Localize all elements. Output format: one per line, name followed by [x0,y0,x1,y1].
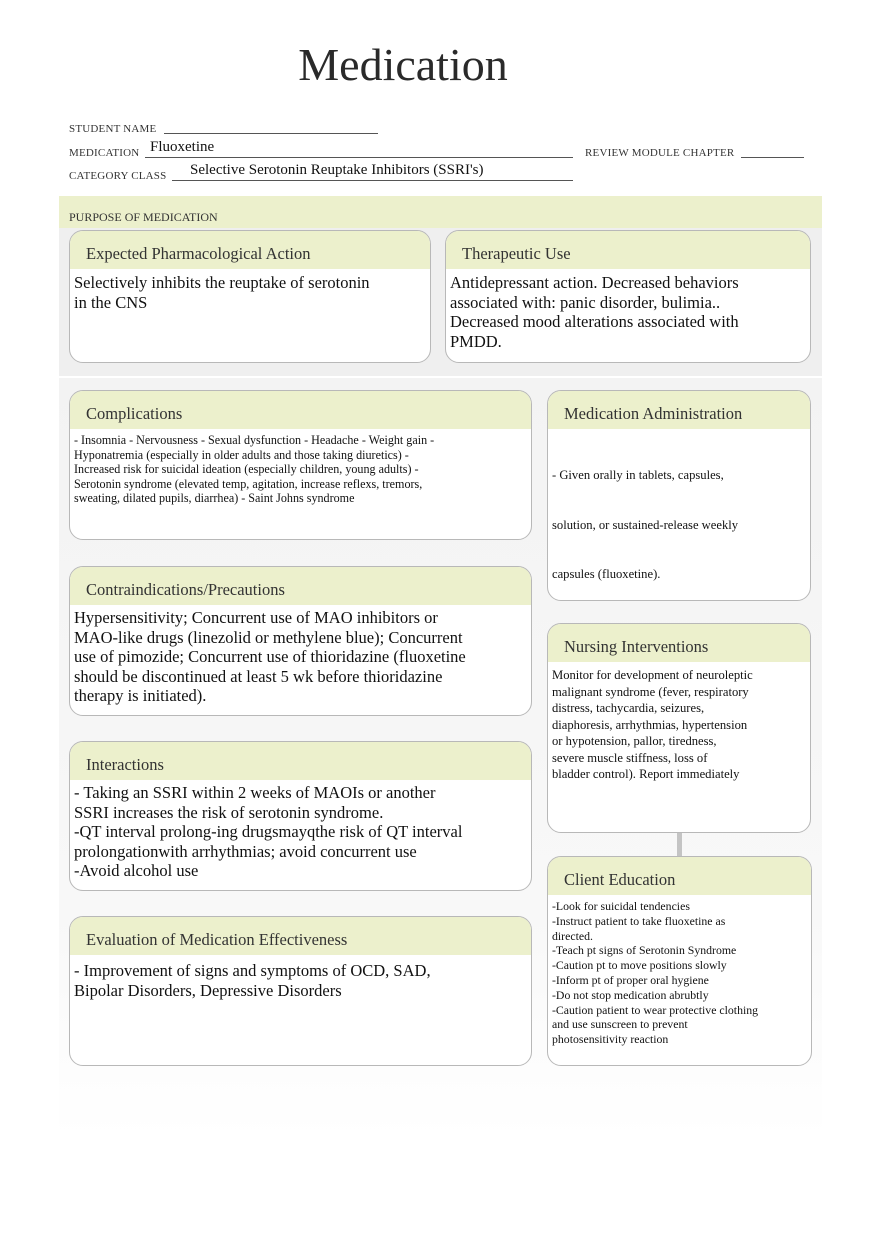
complications-line: Serotonin syndrome (elevated temp, agitation, increase reflexs, tremors, [74,476,423,491]
interactions-title: Interactions [70,742,531,780]
complications-card [69,390,532,540]
medication-administration-title: Medication Administration [548,391,810,429]
complications-title: Complications [70,391,531,429]
student-name-line[interactable] [164,133,378,134]
medication-value[interactable]: Fluoxetine [150,139,215,155]
therapeutic-use-line: associated with: panic disorder, bulimia.. [450,292,721,312]
medication-label: MEDICATION [69,147,140,159]
interactions-line: SSRI increases the risk of serotonin syndrome. [74,802,384,822]
contraindications-line: use of pimozide; Concurrent use of thioridazine (fluoxetine [74,647,466,666]
contraindications-card [69,566,532,716]
expected-action-title: Expected Pharmacological Action [70,231,430,269]
therapeutic-use-body[interactable] [446,269,810,351]
complications-line: Hyponatremia (especially in older adults and those taking diuretics) - [74,447,409,462]
expected-action-line: in the CNS [74,292,148,312]
administration-line: - Given orally in tablets, capsules, [552,468,724,482]
expected-action-card [69,230,431,363]
therapeutic-use-title: Therapeutic Use [446,231,810,269]
interactions-body[interactable] [70,780,531,881]
interactions-line: prolongationwith arrhythmias; avoid concurrent use [74,841,417,861]
contraindications-body[interactable] [70,605,531,706]
category-class-line[interactable] [172,180,573,181]
nursing-interventions-body[interactable] [548,662,810,783]
education-line: directed. [552,928,593,943]
contraindications-title: Contraindications/Precautions [70,567,531,605]
therapeutic-use-line: Decreased mood alterations associated with [450,312,739,331]
interactions-card [69,741,532,891]
education-line: and use sunscreen to prevent [552,1017,688,1032]
complications-body[interactable] [70,429,531,506]
nursing-interventions-title: Nursing Interventions [548,624,810,662]
contraindications-line: therapy is initiated). [74,686,207,705]
education-line: photosensitivity reaction [552,1032,669,1047]
education-line: -Do not stop medication abrubtly [552,987,709,1002]
therapeutic-use-line: Antidepressant action. Decreased behaviors [450,273,739,292]
administration-line: solution, or sustained-release weekly [552,517,739,532]
evaluation-title: Evaluation of Medication Effectiveness [70,917,531,955]
nursing-line: bladder control). Report immediately [552,767,740,781]
education-line: -Instruct patient to take fluoxetine as [552,913,726,928]
nursing-line: distress, tachycardia, seizures, [552,701,705,715]
category-class-label: CATEGORY CLASS [69,170,167,182]
therapeutic-use-card [445,230,811,363]
expected-action-line: Selectively inhibits the reuptake of serotonin [74,273,370,292]
client-education-card [547,856,812,1066]
card-connector [677,833,682,856]
nursing-line: severe muscle stiffness, loss of [552,750,708,765]
complications-line: sweating, dilated pupils, diarrhea) - Saint Johns syndrome [74,491,355,506]
complications-line: Increased risk for suicidal ideation (especially children, young adults) - [74,462,419,477]
evaluation-body[interactable] [70,955,531,1000]
nursing-line: or hypotension, pallor, tiredness, [552,734,717,748]
contraindications-line: Hypersensitivity; Concurrent use of MAO inhibitors or [74,608,438,627]
nursing-line: malignant syndrome (fever, respiratory [552,684,749,699]
review-module-line[interactable] [741,157,804,158]
education-line: -Look for suicidal tendencies [552,899,690,913]
purpose-label: PURPOSE OF MEDICATION [69,210,218,224]
evaluation-card [69,916,532,1066]
nursing-line: Monitor for development of neuroleptic [552,668,753,682]
complications-line: - Insomnia - Nervousness - Sexual dysfunction - Headache - Weight gain - [74,433,435,447]
page-title: Medication [298,39,508,90]
review-module-label: REVIEW MODULE CHAPTER [585,147,735,159]
administration-line: capsules (fluoxetine). [552,567,661,581]
contraindications-line: should be discontinued at least 5 wk before thioridazine [74,666,443,686]
medication-administration-card [547,390,811,601]
education-line: -Inform pt of proper oral hygiene [552,972,709,987]
category-class-value[interactable]: Selective Serotonin Reuptake Inhibitors (SSRI's) [190,162,484,178]
interactions-line: - Taking an SSRI within 2 weeks of MAOIs or another [74,783,436,802]
client-education-title: Client Education [548,857,811,895]
contraindications-line: MAO-like drugs (linezolid or methylene blue); Concurrent [74,627,463,647]
medication-line[interactable] [145,157,573,158]
expected-action-body[interactable] [70,269,430,312]
evaluation-line: - Improvement of signs and symptoms of OCD, SAD, [74,961,431,980]
education-line: -Teach pt signs of Serotonin Syndrome [552,943,737,958]
education-line: -Caution patient to wear protective clothing [552,1002,759,1017]
client-education-body[interactable] [548,895,811,1047]
interactions-line: -Avoid alcohol use [74,861,199,880]
nursing-line: diaphoresis, arrhythmias, hypertension [552,717,748,732]
student-name-label: STUDENT NAME [69,123,157,135]
therapeutic-use-line: PMDD. [450,331,502,351]
medication-administration-body[interactable] [548,429,810,601]
interactions-line: -QT interval prolong-ing drugsmayqthe risk of QT interval [74,822,463,841]
evaluation-line: Bipolar Disorders, Depressive Disorders [74,980,342,1000]
nursing-interventions-card [547,623,811,833]
education-line: -Caution pt to move positions slowly [552,958,727,973]
